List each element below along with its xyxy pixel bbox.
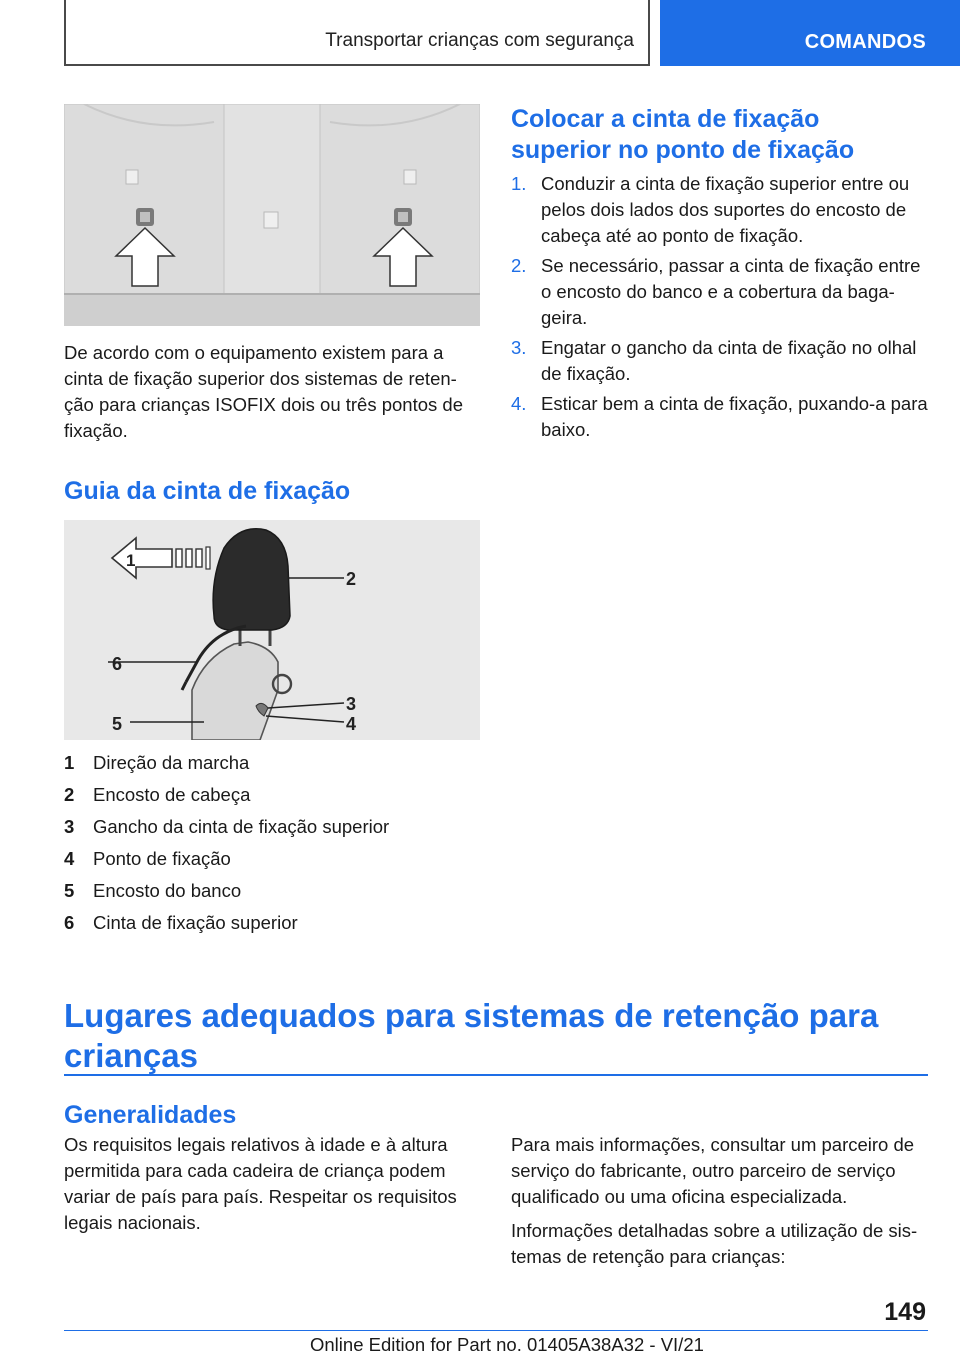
- header-section-title: Transportar crianças com segurança: [325, 30, 634, 51]
- diagram-label-2: 2: [346, 569, 357, 589]
- general-left-paragraph: Os requisitos legais relativos à idade e à altura permitida para cada cadeira de criança podem variar de país para país. Respeitar os requisitos legais nacionais.: [64, 1134, 457, 1233]
- footer-divider: [64, 1330, 928, 1331]
- header-chapter-title: COMANDOS: [804, 31, 926, 53]
- attach-steps: [511, 171, 931, 447]
- seat-anchor-photo: [64, 104, 480, 326]
- step-item: 3. Engatar o gancho da cinta de fixação no olhal de fixação.: [511, 337, 917, 384]
- legend-item: 1 Direção da marcha: [64, 752, 250, 773]
- footer-edition: Online Edition for Part no. 01405A38A32 - VI/21: [310, 1334, 704, 1355]
- tether-guide-diagram: [64, 520, 480, 740]
- intro-paragraph: De acordo com o equipamento existem para a cinta de fixação superior dos sistemas de retenção para crianças ISOFIX dois ou três pontos de fixação.: [64, 342, 463, 441]
- diagram-label-5: 5: [112, 714, 123, 734]
- header-section-tab: [64, 0, 650, 66]
- attach-heading: Colocar a cinta de fixação superior no ponto de fixação: [511, 105, 855, 164]
- diagram-label-6: 6: [112, 654, 123, 674]
- main-section-heading: Lugares adequados para sistemas de retenção para crianças: [64, 997, 879, 1074]
- guide-heading: Guia da cinta de fixação: [64, 477, 351, 505]
- legend-item: 4 Ponto de fixação: [64, 848, 231, 869]
- diagram-label-1: 1: [126, 551, 136, 570]
- legend-item: 3 Gancho da cinta de fixação superior: [64, 816, 390, 837]
- legend-item: 2 Encosto de cabeça: [64, 784, 251, 805]
- diagram-label-3: 3: [346, 694, 357, 714]
- header-chapter-tab: [660, 0, 960, 66]
- legend-item: 6 Cinta de fixação superior: [64, 912, 298, 933]
- general-right-paragraphs: Para mais informações, consultar um parceiro de serviço do fabricante, outro parceiro de serviço qualificado ou uma oficina especializada. Informações detalhadas sobre a utilização de sistemas de retenção para crianças:: [511, 1134, 918, 1267]
- legend-item: 5 Encosto do banco: [64, 880, 242, 901]
- general-heading: Generalidades: [64, 1101, 237, 1129]
- step-item: 2. Se necessário, passar a cinta de fixação entre o encosto do banco e a cobertura da bagageira.: [511, 255, 921, 328]
- page-number: 149: [884, 1298, 926, 1326]
- step-item: 4. Esticar bem a cinta de fixação, puxando-a para baixo.: [511, 393, 928, 440]
- diagram-label-4: 4: [346, 714, 357, 734]
- diagram-legend: [64, 752, 484, 944]
- section-divider: [64, 1074, 928, 1076]
- step-item: 1. Conduzir a cinta de fixação superior entre ou pelos dois lados dos suportes do encosto de cabeça até ao ponto de fixação.: [511, 173, 910, 246]
